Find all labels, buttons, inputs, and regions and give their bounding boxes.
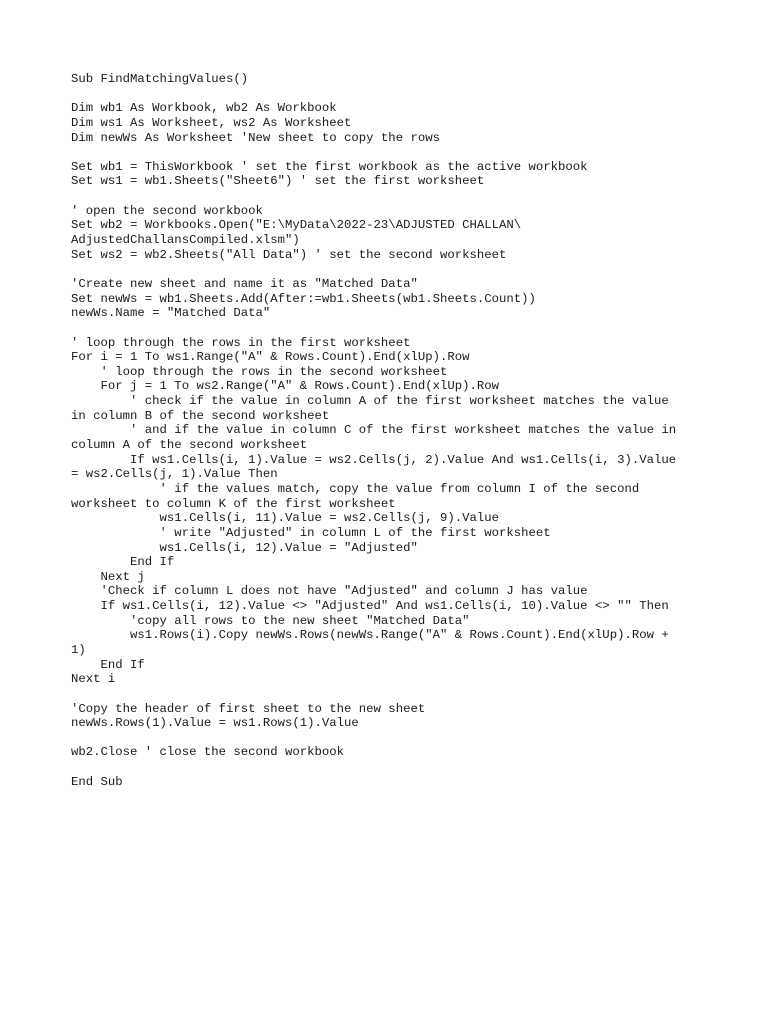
code-line: ' and if the value in column C of the first worksheet matches the value in: [71, 423, 677, 438]
code-line: ' if the values match, copy the value from column I of the second: [71, 481, 640, 496]
code-line: Set ws2 = wb2.Sheets("All Data") ' set the second worksheet: [71, 247, 507, 262]
code-line: Next j: [71, 569, 145, 584]
code-line: End Sub: [71, 774, 123, 789]
code-line: [71, 87, 711, 102]
code-line: ' loop through the rows in the second worksheet: [71, 364, 448, 379]
code-line: 'copy all rows to the new sheet "Matched Data": [71, 613, 470, 628]
code-line: [71, 321, 711, 336]
code-line: ' open the second workbook: [71, 203, 263, 218]
code-line: ' loop through the rows in the first worksheet: [71, 335, 411, 350]
code-line: [71, 262, 711, 277]
code-line: Dim ws1 As Worksheet, ws2 As Worksheet: [71, 115, 352, 130]
code-line: 'Check if column L does not have "Adjusted" and column J has value: [71, 584, 588, 599]
code-line: [71, 731, 711, 746]
code-line: If ws1.Cells(i, 1).Value = ws2.Cells(j, 2).Value And ws1.Cells(i, 3).Value: [71, 452, 677, 467]
code-line: Next i: [71, 672, 116, 687]
code-line: Dim newWs As Worksheet 'New sheet to copy the rows: [71, 130, 440, 145]
code-line: Dim wb1 As Workbook, wb2 As Workbook: [71, 101, 337, 116]
code-line: Set newWs = wb1.Sheets.Add(After:=wb1.Sheets(wb1.Sheets.Count)): [71, 291, 536, 306]
code-line: = ws2.Cells(j, 1).Value Then: [71, 467, 278, 482]
code-line: Set wb1 = ThisWorkbook ' set the first workbook as the active workbook: [71, 159, 588, 174]
code-line: For i = 1 To ws1.Range("A" & Rows.Count).End(xlUp).Row: [71, 350, 470, 365]
code-line: [71, 687, 711, 702]
code-line: End If: [71, 657, 145, 672]
code-line: newWs.Name = "Matched Data": [71, 306, 271, 321]
code-line: 'Copy the header of first sheet to the new sheet: [71, 701, 426, 716]
code-line: newWs.Rows(1).Value = ws1.Rows(1).Value: [71, 716, 359, 731]
code-line: wb2.Close ' close the second workbook: [71, 745, 345, 760]
code-line: For j = 1 To ws2.Range("A" & Rows.Count).End(xlUp).Row: [71, 379, 500, 394]
code-line: 1): [71, 642, 86, 657]
code-line: [71, 760, 711, 775]
code-line: column A of the second worksheet: [71, 438, 308, 453]
code-line: ' write "Adjusted" in column L of the first worksheet: [71, 525, 551, 540]
code-line: If ws1.Cells(i, 12).Value <> "Adjusted" And ws1.Cells(i, 10).Value <> "" Then: [71, 599, 669, 614]
code-line: [71, 145, 711, 160]
code-line: AdjustedChallansCompiled.xlsm"): [71, 233, 300, 248]
code-line: in column B of the second worksheet: [71, 408, 330, 423]
code-line: 'Create new sheet and name it as "Matched Data": [71, 276, 418, 291]
code-line: End If: [71, 555, 175, 570]
code-line: ws1.Rows(i).Copy newWs.Rows(newWs.Range("A" & Rows.Count).End(xlUp).Row +: [71, 628, 669, 643]
code-block: [71, 72, 711, 789]
code-line: worksheet to column K of the first worksheet: [71, 496, 396, 511]
code-line: ' check if the value in column A of the first worksheet matches the value: [71, 394, 669, 409]
code-line: Set wb2 = Workbooks.Open("E:\MyData\2022-23\ADJUSTED CHALLAN\: [71, 218, 522, 233]
code-line: ws1.Cells(i, 12).Value = "Adjusted": [71, 540, 418, 555]
code-line: Sub FindMatchingValues(): [71, 72, 249, 86]
code-line: Set ws1 = wb1.Sheets("Sheet6") ' set the first worksheet: [71, 174, 485, 189]
code-line: [71, 189, 711, 204]
code-line: ws1.Cells(i, 11).Value = ws2.Cells(j, 9).Value: [71, 511, 500, 526]
